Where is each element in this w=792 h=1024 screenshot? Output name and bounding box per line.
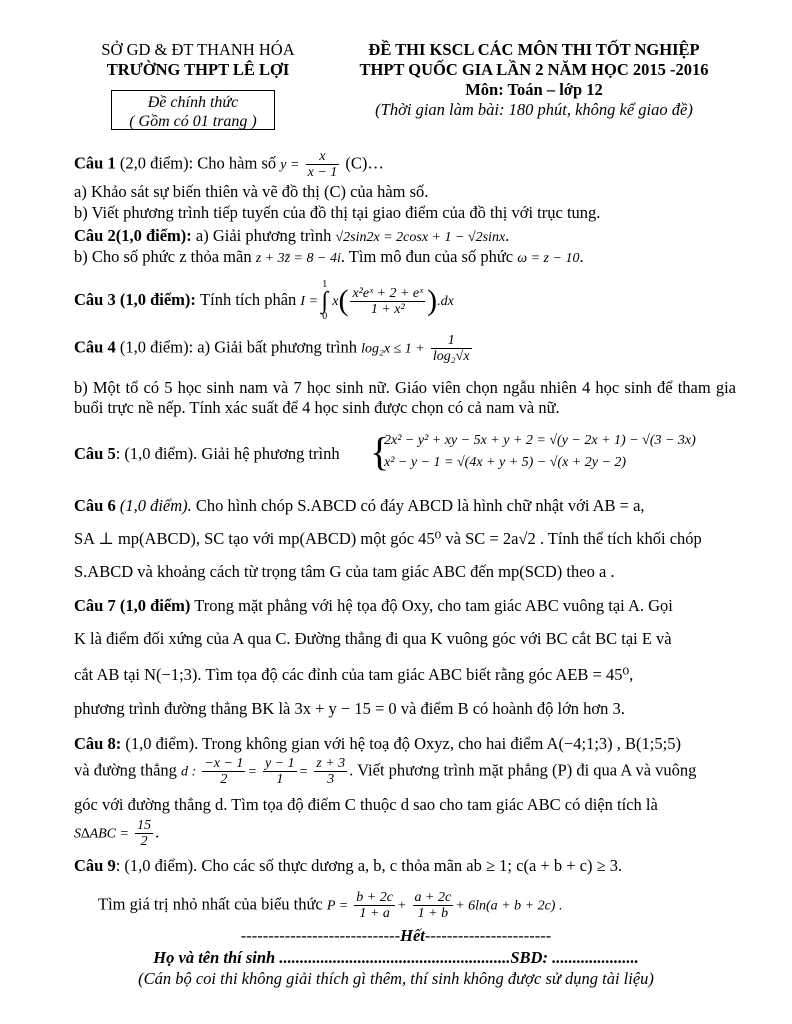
q8-text-1: Trong không gian với hệ toạ độ Oxyz, cho hai điểm A(−4;1;3) , B(1;5;5) [198, 734, 681, 753]
q8-text-2a: và đường thẳng [74, 760, 182, 780]
page-count-label: ( Gồm có 01 trang ) [129, 113, 257, 130]
system-brace: { [370, 429, 390, 474]
official-stamp-box [111, 90, 275, 130]
q5-lead-line [74, 444, 340, 464]
q8-fraction-1 [202, 756, 245, 787]
q4-points: (1,0 điểm): [115, 337, 194, 357]
end-dashes-right: ----------------------- [424, 926, 552, 945]
end-marker [0, 926, 792, 946]
header-left [78, 40, 318, 80]
q9-plus: + [396, 898, 407, 914]
q1-part-a: a) Khảo sát sự biến thiên và vẽ đồ thị (C) của hàm số. [74, 182, 429, 201]
q6-points: (1,0 điểm). [115, 496, 192, 515]
q7-line-2: K là điểm đối xứng của A qua C. Đường thẳng đi qua K vuông góc với BC cắt BC tại E và [74, 629, 672, 648]
q2-b-equation-2: ω = z − 10 [517, 251, 580, 266]
q7-label: Câu 7 [74, 596, 116, 615]
q8-d-lhs: d : [181, 764, 197, 780]
q8-f1-den: 2 [220, 772, 228, 787]
q7-line-4: phương trình đường thẳng BK là 3x + y − 15 = 0 và điểm B có hoành độ lớn hơn 3. [74, 699, 625, 718]
q9-p1-num: b + 2c [356, 890, 393, 905]
q2-b-mid: . Tìm mô đun của số phức [340, 247, 518, 266]
time-note: (Thời gian làm bài: 180 phút, không kể giao đề) [375, 100, 693, 119]
school-name: TRƯỜNG THPT LÊ LỢI [106, 60, 290, 79]
end-dashes-left: ----------------------------- [240, 926, 401, 945]
q5-lead: Giải hệ phương trình [201, 444, 340, 463]
q8-f3-den: 3 [327, 772, 335, 787]
q9-p2-num: a + 2c [414, 890, 452, 905]
q3-points: (1,0 điểm): [115, 289, 201, 309]
q6-line-1 [74, 496, 645, 516]
q1-line [74, 149, 384, 180]
q9-text-1: Cho các số thực dương a, b, c thỏa mãn ab ≥ 1; c(a + b + c) ≥ 3. [201, 856, 623, 875]
proctor-note: (Cán bộ coi thi không giải thích gì thêm, thí sinh không được sử dụng tài liệu) [138, 969, 654, 988]
q9-p-tail: + 6ln(a + b + 2c) . [455, 898, 563, 914]
q8-line-2: và đường thẳng d : $\frac{-x - 1}{2}$ = $\frac{y - 1}{1}$ = $\frac{z + 3}{3}$ . Viết phương trình mặt phẳng (P) đi qua A và vuông [74, 756, 697, 787]
q4-part-b: b) Một tổ có 5 học sinh nam và 7 học sinh nữ. Giáo viên chọn ngẫu nhiên 4 học sinh để tham gia buổi trực nề nếp. Tính xác suất để 4 học sinh được chọn có cả nam và nữ. [74, 378, 736, 417]
q1-part-b: b) Viết phương trình tiếp tuyến của đồ thị tại giao điểm của đồ thị với trục tung. [74, 203, 601, 222]
q9-line-1 [74, 856, 622, 876]
q2-label: Câu 2(1,0 điểm): [74, 226, 192, 245]
q3-lead: Tính tích phân [200, 289, 301, 309]
q1-func-den: x − 1 [307, 165, 338, 180]
q1-lead: Cho hàm số [197, 153, 277, 173]
q6-line-2: SA ⊥ mp(ABCD), SC tạo với mp(ABCD) một góc 45⁰ và SC = 2a√2 . Tính thể tích khối chóp [74, 529, 702, 548]
q8-f3-num: z + 3 [316, 756, 346, 771]
q3-den: 1 + x² [370, 301, 405, 317]
q9-line-2 [98, 890, 562, 921]
q4-a-text: a) Giải bất phương trình [193, 337, 362, 357]
q3-fraction [350, 286, 425, 317]
q2-a-text: a) Giải phương trình [191, 226, 336, 245]
q6-line-3: S.ABCD và khoảng cách từ trọng tâm G của tam giác ABC đến mp(SCD) theo a . [74, 562, 615, 581]
q7-text-1: Trong mặt phẳng với hệ tọa độ Oxy, cho tam giác ABC vuông tại A. Gọi [190, 596, 673, 615]
q8-line-3: góc với đường thẳng d. Tìm tọa độ điểm C thuộc d sao cho tam giác ABC có diện tích là [74, 795, 658, 814]
q2-b-text: b) Cho số phức z thỏa mãn [74, 247, 256, 266]
header-right [332, 40, 736, 120]
q1-points: (2,0 điểm): [115, 153, 198, 173]
q4-fraction [431, 333, 472, 364]
q4-num: 1 [431, 333, 472, 349]
q2-a-end: . [505, 226, 510, 245]
q7-line-3: cắt AB tại N(−1;3). Tìm tọa độ các đỉnh của tam giác ABC biết rằng góc AEB = 45⁰, [74, 665, 634, 684]
q1-func-num: x [306, 149, 340, 165]
q2-line-b [74, 247, 584, 269]
q5-label: Câu 5 [74, 444, 116, 463]
q8-area-den: 2 [140, 834, 148, 849]
q3-line: Câu 3 (1,0 điểm): Tính tích phân I = 1 ∫ 0 x( $\frac{\text{x²eˣ + 2 + eˣ}}{\text{1 + x²}}$ ).dx [74, 279, 454, 322]
q4-a-lhs: log₂x ≤ 1 + [361, 341, 425, 357]
q7-line-1 [74, 596, 673, 616]
q1-func-lhs: y = [280, 157, 300, 173]
q3-upper-limit: 1 [322, 279, 328, 290]
q2-a-equation: √2sin2x = 2cosx + 1 − √2sinx [335, 230, 506, 245]
q1-func-fraction [306, 149, 340, 180]
q2-line-a [74, 226, 509, 248]
q2-b-end: . [579, 247, 584, 266]
q8-label: Câu 8: [74, 734, 122, 753]
q8-area-fraction [135, 818, 153, 849]
q8-f2-num: y − 1 [265, 756, 295, 771]
q8-area-lhs: S∆ABC = [74, 826, 129, 842]
q9-p2-den: 1 + b [417, 906, 449, 921]
q9-p1-den: 1 + a [359, 906, 390, 921]
candidate-line: Họ và tên thí sinh ........................................................SBD: ..................... [153, 948, 639, 967]
q3-lower-limit: 0 [322, 311, 328, 322]
exam-title-2: THPT QUỐC GIA LẦN 2 NĂM HỌC 2015 -2016 [359, 60, 709, 79]
q2-b-equation: z + 3z̄ = 8 − 4i [255, 251, 341, 266]
q1-after: (C)… [345, 153, 384, 173]
q3-integral-lhs: I = [300, 293, 322, 309]
q8-line-1 [74, 734, 681, 754]
exam-title-1: ĐỀ THI KSCL CÁC MÔN THI TỐT NGHIỆP [368, 40, 700, 59]
q5-equation-1: 2x² − y² + xy − 5x + y + 2 = √(y − 2x + 1) − √(3 − 3x) [384, 433, 696, 448]
q8-text-2b: . Viết phương trình mặt phẳng (P) đi qua A và vuông [349, 760, 697, 780]
subject: Môn: Toán – lớp 12 [465, 80, 603, 99]
q9-fraction-1 [354, 890, 395, 921]
official-label: Đề chính thức [147, 94, 239, 111]
q7-points: (1,0 điểm) [115, 596, 191, 615]
q8-fraction-2 [263, 756, 297, 787]
integral-symbol: 1 ∫ 0 [321, 279, 329, 322]
q9-text-2: Tìm giá trị nhỏ nhất của biểu thức [98, 894, 327, 914]
q5-system [384, 430, 696, 474]
q3-num: x²eˣ + 2 + eˣ [352, 285, 424, 301]
q8-f1-num: −x − 1 [204, 756, 244, 771]
department-name: SỞ GD & ĐT THANH HÓA [101, 40, 295, 59]
q5-equation-2: x² − y − 1 = √(4x + y + 5) − √(x + 2y − 2) [384, 455, 627, 470]
q6-label: Câu 6 [74, 496, 116, 515]
q3-tail: .dx [437, 293, 454, 309]
q5-points: : (1,0 điểm). [115, 444, 202, 463]
q8-area-num: 15 [137, 818, 152, 833]
q8-f2-den: 1 [276, 772, 284, 787]
q8-area-line [74, 818, 159, 849]
q1-label: Câu 1 [74, 153, 116, 173]
end-word: Hết [400, 926, 425, 945]
q4-line-a [74, 333, 474, 364]
q6-text-1: Cho hình chóp S.ABCD có đáy ABCD là hình chữ nhật với AB = a, [191, 496, 645, 515]
q8-points: (1,0 điểm). [121, 734, 199, 753]
q8-fraction-3 [314, 756, 347, 787]
q8-area-end: . [155, 822, 160, 842]
q3-label: Câu 3 [74, 289, 116, 309]
q9-fraction-2 [413, 890, 454, 921]
q9-points: : (1,0 điểm). [115, 856, 202, 875]
q4-den: log₂√x [432, 349, 470, 364]
q9-label: Câu 9 [74, 856, 116, 875]
q9-p-lhs: P = [326, 898, 349, 914]
q4-label: Câu 4 [74, 337, 116, 357]
